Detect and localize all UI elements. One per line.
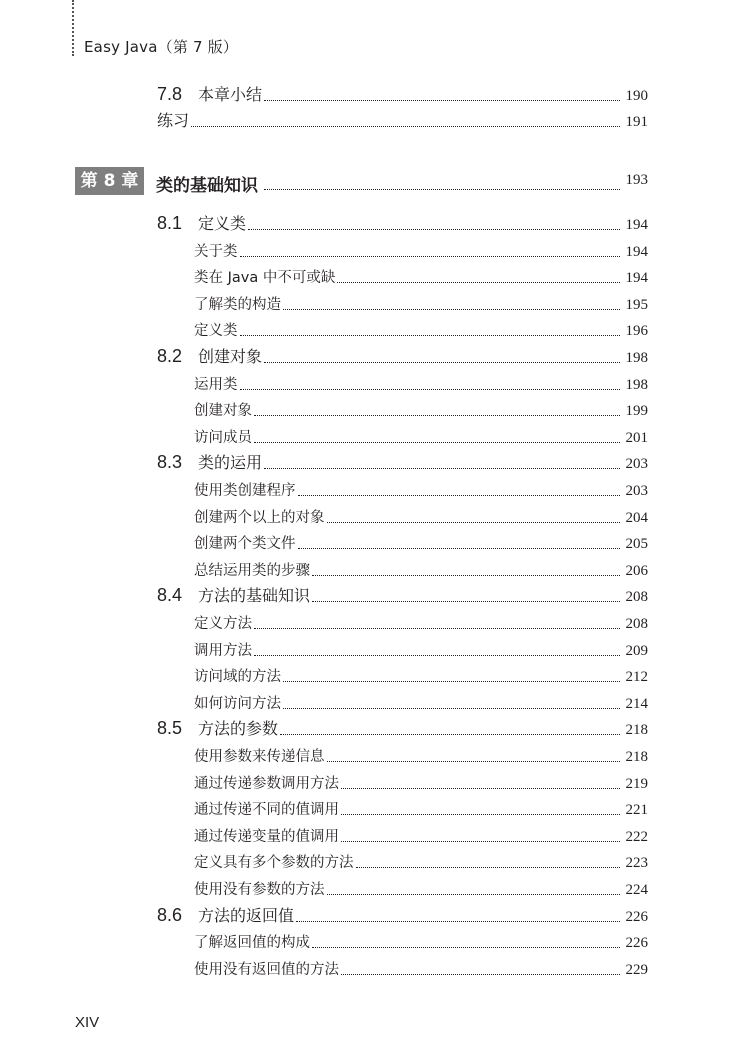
entry-page-number: 191 (625, 114, 648, 130)
entry-page-number: 195 (625, 297, 648, 313)
entry-title: 了解返回值的构成 (194, 935, 310, 951)
dot-leader (240, 256, 621, 257)
entry-page-number: 224 (625, 882, 648, 898)
chapter-title: 类的基础知识 (156, 176, 258, 196)
entry-page-number: 209 (625, 643, 648, 659)
entry-page-number: 205 (625, 536, 648, 552)
toc-entry (0, 663, 750, 689)
entry-title: 总结运用类的步骤 (194, 563, 310, 579)
entry-page-number: 190 (625, 88, 648, 104)
entry-title: 使用没有参数的方法 (194, 882, 325, 898)
dot-leader (264, 362, 620, 363)
dot-leader (341, 974, 620, 975)
entry-title: 创建对象 (198, 347, 263, 366)
toc-entry (0, 450, 750, 476)
toc-entry (0, 690, 750, 716)
chapter-page-number: 193 (625, 172, 648, 188)
section-number: 8.5 (157, 718, 183, 738)
toc-entry (0, 530, 750, 556)
dot-leader (296, 921, 620, 922)
toc-entry (0, 238, 750, 264)
entry-page-number: 201 (625, 430, 648, 446)
section-number: 8.2 (157, 346, 183, 366)
toc-entry (0, 849, 750, 875)
toc-entry (0, 583, 750, 609)
section-number: 8.3 (157, 452, 183, 472)
entry-page-number: 226 (625, 909, 648, 925)
entry-page-number: 198 (625, 377, 648, 393)
toc-entry (0, 929, 750, 955)
toc-entry (0, 108, 750, 134)
entry-page-number: 229 (625, 962, 648, 978)
entry-title: 创建对象 (194, 403, 252, 419)
dot-leader (283, 708, 620, 709)
section-number: 8.4 (157, 585, 183, 605)
entry-page-number: 219 (625, 776, 648, 792)
entry-page-number: 222 (625, 829, 648, 845)
entry-page-number: 221 (625, 802, 648, 818)
entry-title: 练习 (157, 111, 190, 130)
entry-page-number: 196 (625, 323, 648, 339)
toc-entry (0, 876, 750, 902)
dot-leader (283, 309, 620, 310)
dot-leader (337, 282, 620, 283)
entry-page-number: 218 (625, 749, 648, 765)
toc-entry (0, 424, 750, 450)
chapter-badge: 第 8 章 (75, 167, 144, 195)
dot-leader (191, 126, 620, 127)
dot-leader (254, 655, 620, 656)
entry-page-number: 204 (625, 510, 648, 526)
entry-page-number: 194 (625, 270, 648, 286)
entry-page-number: 198 (625, 350, 648, 366)
margin-dotted-rule (72, 0, 74, 56)
entry-title: 通过传递变量的值调用 (194, 829, 339, 845)
dot-leader (356, 867, 621, 868)
toc-entry (0, 477, 750, 503)
toc-entry (0, 211, 750, 237)
entry-title: 如何访问方法 (194, 696, 281, 712)
dot-leader (298, 495, 621, 496)
toc-entry (0, 397, 750, 423)
dot-leader (264, 468, 620, 469)
toc-entry (0, 743, 750, 769)
section-number: 8.1 (157, 213, 183, 233)
page-folio: XIV (75, 1014, 100, 1031)
dot-leader (341, 788, 620, 789)
entry-page-number: 203 (625, 456, 648, 472)
toc-entry (0, 716, 750, 742)
entry-title: 本章小结 (198, 85, 263, 104)
dot-leader (341, 814, 620, 815)
dot-leader (254, 628, 620, 629)
entry-title: 定义类 (198, 214, 247, 233)
entry-page-number: 223 (625, 855, 648, 871)
toc-entry (0, 504, 750, 530)
entry-title: 关于类 (194, 244, 238, 260)
toc-entry (0, 796, 750, 822)
toc-entry (0, 903, 750, 929)
entry-title: 使用类创建程序 (194, 483, 296, 499)
dot-leader (327, 761, 621, 762)
dot-leader (248, 229, 620, 230)
entry-title: 方法的返回值 (198, 906, 295, 925)
dot-leader (312, 947, 620, 948)
entry-title: 定义类 (194, 323, 238, 339)
entry-title: 创建两个以上的对象 (194, 510, 325, 526)
entry-title: 通过传递不同的值调用 (194, 802, 339, 818)
entry-title: 运用类 (194, 377, 238, 393)
toc-entry (0, 770, 750, 796)
dot-leader (312, 601, 620, 602)
toc-entry (0, 82, 750, 108)
entry-page-number: 206 (625, 563, 648, 579)
entry-title: 类在 Java 中不可或缺 (194, 270, 336, 286)
entry-title: 使用没有返回值的方法 (194, 962, 339, 978)
entry-title: 创建两个类文件 (194, 536, 296, 552)
entry-page-number: 203 (625, 483, 648, 499)
dot-leader (254, 442, 620, 443)
dot-leader (264, 100, 620, 101)
entry-title: 通过传递参数调用方法 (194, 776, 339, 792)
entry-title: 定义具有多个参数的方法 (194, 855, 354, 871)
dot-leader (240, 335, 621, 336)
dot-leader (341, 841, 620, 842)
entry-title: 访问域的方法 (194, 669, 281, 685)
dot-leader (283, 681, 620, 682)
toc-entry (0, 317, 750, 343)
toc-entry (0, 637, 750, 663)
dot-leader (312, 575, 620, 576)
dot-leader (298, 548, 621, 549)
entry-page-number: 208 (625, 589, 648, 605)
toc-entry (0, 956, 750, 982)
entry-page-number: 226 (625, 935, 648, 951)
entry-page-number: 214 (625, 696, 648, 712)
dot-leader (327, 522, 621, 523)
entry-page-number: 208 (625, 616, 648, 632)
dot-leader (327, 894, 621, 895)
dot-leader (280, 734, 620, 735)
dot-leader (240, 389, 621, 390)
toc-entry (0, 823, 750, 849)
entry-page-number: 194 (625, 244, 648, 260)
toc-entry (0, 610, 750, 636)
toc-entry (0, 344, 750, 370)
entry-page-number: 194 (625, 217, 648, 233)
section-number: 8.6 (157, 905, 183, 925)
entry-page-number: 199 (625, 403, 648, 419)
entry-title: 定义方法 (194, 616, 252, 632)
chapter-dot-leader (264, 189, 620, 190)
entry-title: 了解类的构造 (194, 297, 281, 313)
toc-entry (0, 371, 750, 397)
entry-title: 方法的参数 (198, 719, 279, 738)
section-number: 7.8 (157, 84, 183, 104)
entry-title: 类的运用 (198, 453, 263, 472)
toc-entry (0, 291, 750, 317)
entry-title: 方法的基础知识 (198, 586, 311, 605)
entry-page-number: 212 (625, 669, 648, 685)
dot-leader (254, 415, 620, 416)
entry-title: 使用参数来传递信息 (194, 749, 325, 765)
entry-page-number: 218 (625, 722, 648, 738)
entry-title: 访问成员 (194, 430, 252, 446)
running-header: Easy Java（第 7 版） (84, 38, 239, 56)
toc-entry (0, 557, 750, 583)
entry-title: 调用方法 (194, 643, 252, 659)
toc-entry (0, 264, 750, 290)
